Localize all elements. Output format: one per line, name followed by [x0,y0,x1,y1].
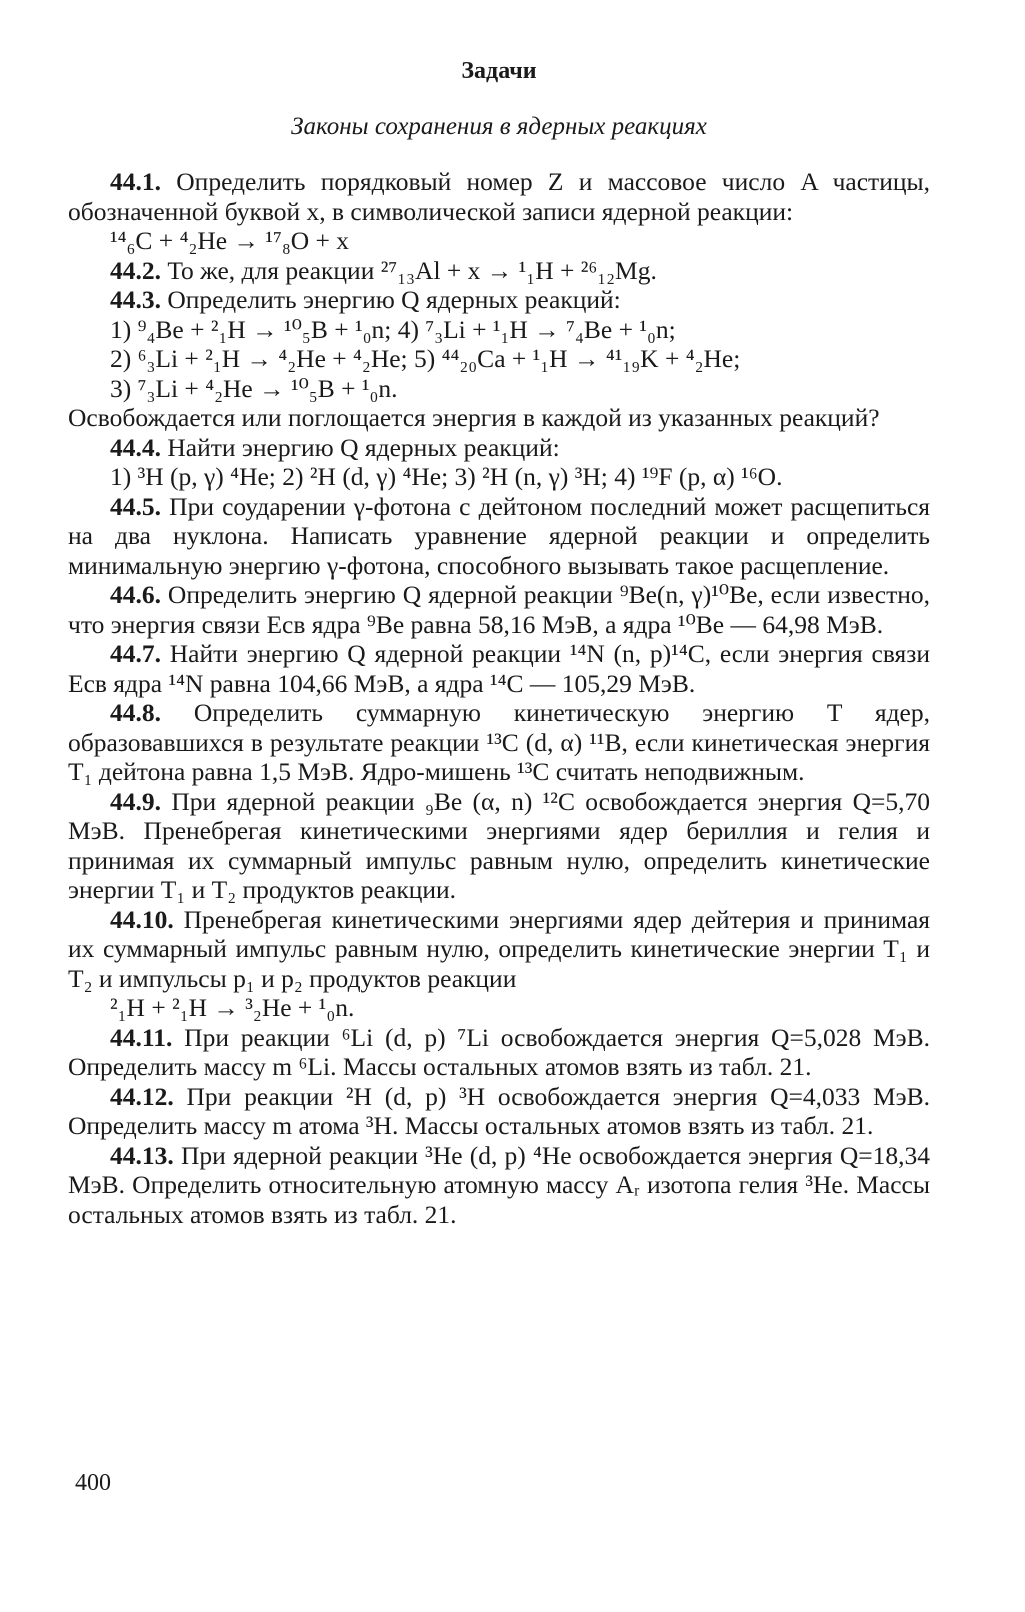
problem-number: 44.6. [110,580,161,609]
problem-number: 44.3. [110,285,161,314]
problem-text: Определить суммарную кинетическую энергию T ядер, образовавшихся в результате реакции ¹³C (d, α) ¹¹B, если кинетическая энергия T₁ дейтона равна 1,5 МэВ. Ядро-мишень ¹³C считать неподвижным. [68,698,930,786]
problem-number: 44.7. [110,639,161,668]
problem-number: 44.11. [110,1022,173,1052]
problem-text: Найти энергию Q ядерных реакций: [167,432,560,462]
problem-44-12 [68,1082,930,1141]
problem-44-2 [68,256,930,286]
problem-number: 44.9. [110,786,161,816]
section-heading: Задачи [461,58,537,84]
problem-44-13 [68,1141,930,1230]
reaction-list: 1) ³H (p, γ) ⁴He; 2) ²H (d, γ) ⁴He; 3) ²H (n, γ) ³H; 4) ¹⁹F (p, α) ¹⁶O. [110,462,783,491]
problem-44-9 [68,787,930,905]
problem-number: 44.1. [110,167,161,196]
problem-text: Пренебрегая кинетическими энергиями ядер дейтерия и принимая их суммарный импульс равным нулю, определить кинетические энергии T₁ и T₂ и импульсы p₁ и p₂ продуктов реакции [68,904,930,993]
problem-44-6 [68,580,930,639]
problem-number: 44.13. [110,1140,174,1170]
problem-44-8 [68,698,930,787]
problem-number: 44.10. [110,904,174,934]
problem-number: 44.12. [110,1081,174,1111]
reaction-line-1: 1) ⁹₄Be + ²₁H → ¹⁰₅B + ¹₀n; 4) ⁷₃Li + ¹₁H → ⁷₄Be + ¹₀n; [110,314,676,344]
problem-text: При соударении γ-фотона с дейтоном последний может расщепиться на два нуклона. Написать уравнение ядерной реакции и определить минимальную энергию γ-фотона, способного вызывать такое расщепление. [68,491,931,580]
problem-44-3 [68,285,930,315]
problem-44-1 [68,167,930,226]
problem-44-11 [68,1023,930,1082]
problem-question: Освобождается или поглощается энергия в каждой из указанных реакций? [68,403,880,432]
problem-44-10 [68,905,930,994]
problem-44-5 [68,492,930,581]
problem-text: При ядерной реакции ₉Be (α, n) ¹²C освобождается энергия Q=5,70 МэВ. Пренебрегая кинетическими энергиями ядер бериллия и гелия и принимая их суммарный импульс равным нулю, определить кинетические энергии T₁ и T₂ продуктов реакции. [68,786,931,904]
equation-44-1: ¹⁴₆C + ⁴₂He → ¹⁷₈O + x [110,226,350,255]
problem-text: Определить энергию Q ядерной реакции ⁹Be(n, γ)¹⁰Be, если известно, что энергия связи Eсв ядра ⁹Be равна 58,16 МэВ, а ядра ¹⁰Be — 64,98 МэВ. [68,580,931,639]
problem-text: То же, для реакции ²⁷₁₃Al + x → ¹₁H + ²⁶₁₂Mg. [167,255,657,285]
problem-text: При ядерной реакции ³He (d, p) ⁴He освобождается энергия Q=18,34 МэВ. Определить относительную атомную массу Aᵣ изотопа гелия ³He. Массы остальных атомов взять из табл. 21. [68,1140,930,1229]
reaction-line-3: 3) ⁷₃Li + ⁴₂He → ¹⁰₅B + ¹₀n. [110,373,398,403]
page-content [68,58,930,1229]
problem-text: Определить порядковый номер Z и массовое число A частицы, обозначенной буквой x, в символической записи ядерной реакции: [68,167,930,226]
problem-text: Определить энергию Q ядерных реакций: [167,285,621,314]
problem-number: 44.5. [110,491,161,521]
problem-text: При реакции ²H (d, p) ³H освобождается энергия Q=4,033 МэВ. Определить массу m атома ³H. Массы остальных атомов взять из табл. 21. [68,1081,931,1140]
problem-number: 44.2. [110,255,161,285]
page-number: 400 [75,1470,111,1496]
problem-number: 44.4. [110,432,161,462]
equation-44-10: ²₁H + ²₁H → ³₂He + ¹₀n. [110,993,355,1022]
section-subheading: Законы сохранения в ядерных реакциях [291,113,707,140]
problem-text: Найти энергию Q ядерной реакции ¹⁴N (n, p)¹⁴C, если энергия связи Eсв ядра ¹⁴N равна 104,66 МэВ, а ядра ¹⁴C — 105,29 МэВ. [68,639,930,698]
problem-44-7 [68,639,930,698]
reaction-line-2: 2) ⁶₃Li + ²₁H → ⁴₂He + ⁴₂He; 5) ⁴⁴₂₀Ca + ¹₁H → ⁴¹₁₉K + ⁴₂He; [110,344,741,373]
problem-44-4 [68,433,930,463]
problem-text: При реакции ⁶Li (d, p) ⁷Li освобождается энергия Q=5,028 МэВ. Определить массу m ⁶Li. Массы остальных атомов взять из табл. 21. [68,1022,931,1081]
problem-number: 44.8. [110,698,161,727]
